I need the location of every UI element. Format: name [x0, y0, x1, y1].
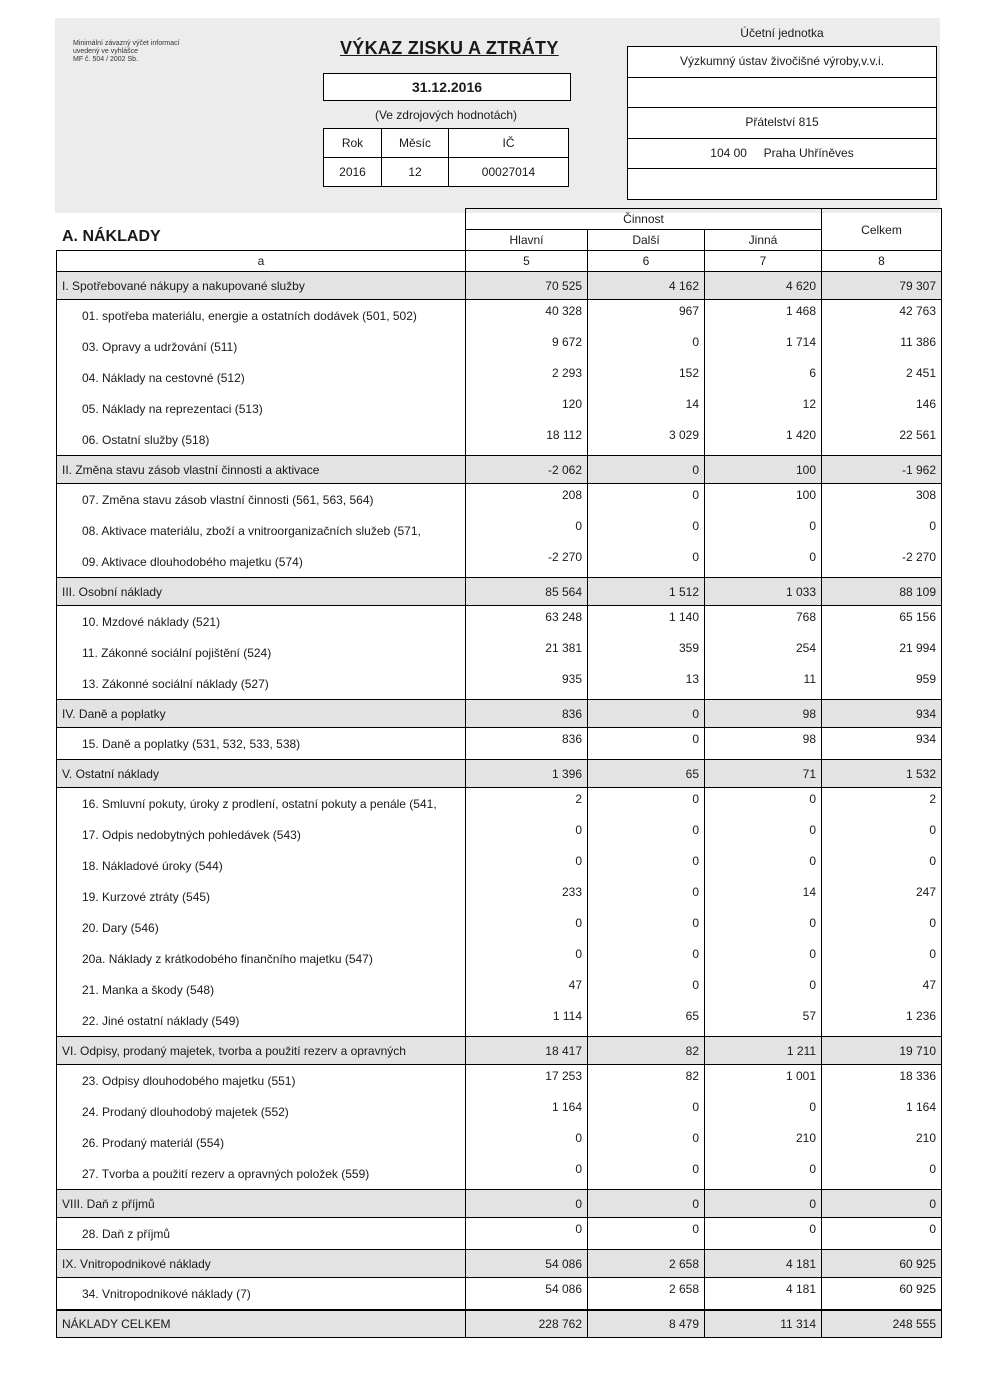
other-value: 0 [588, 881, 705, 912]
row-label: IV. Daně a poplatky [57, 700, 466, 728]
other-value: 967 [588, 300, 705, 332]
entity-city-row [628, 139, 936, 170]
misc-value: 100 [705, 484, 822, 516]
main-value: 1 164 [466, 1096, 588, 1127]
entity-line2 [628, 78, 936, 109]
main-value: -2 270 [466, 546, 588, 578]
other-value: 0 [588, 1190, 705, 1218]
other-value: 2 658 [588, 1250, 705, 1278]
main-value: 18 112 [466, 424, 588, 456]
other-value: 0 [588, 850, 705, 881]
misc-value: 4 620 [705, 272, 822, 300]
total-value: -1 962 [822, 456, 942, 484]
other-value: 14 [588, 393, 705, 424]
other-value: 359 [588, 637, 705, 668]
main-value: 935 [466, 668, 588, 700]
total-value: 0 [822, 1158, 942, 1190]
total-value: 1 532 [822, 760, 942, 788]
other-value: 0 [588, 546, 705, 578]
total-value: 21 994 [822, 637, 942, 668]
row-label: 08. Aktivace materiálu, zboží a vnitroorganizačních služeb (571, [57, 515, 466, 546]
total-value: 0 [822, 515, 942, 546]
id-value: 00027014 [449, 158, 569, 187]
source-note: (Ve zdrojových hodnotách) [374, 108, 518, 122]
total-value: 959 [822, 668, 942, 700]
item-row [57, 974, 942, 1005]
row-label: II. Změna stavu zásob vlastní činnosti a aktivace [57, 456, 466, 484]
other-value: 0 [588, 515, 705, 546]
total-value: 1 164 [822, 1096, 942, 1127]
other-value: 0 [588, 456, 705, 484]
item-row [57, 362, 942, 393]
item-row [57, 484, 942, 516]
item-row [57, 788, 942, 820]
total-value: 19 710 [822, 1037, 942, 1065]
misc-value: 0 [705, 1190, 822, 1218]
total-value: 0 [822, 1190, 942, 1218]
total-value: -2 270 [822, 546, 942, 578]
main-value: 0 [466, 1218, 588, 1250]
total-value: 0 [822, 1218, 942, 1250]
main-value: 70 525 [466, 272, 588, 300]
group-row [57, 1250, 942, 1278]
total-value: 88 109 [822, 578, 942, 606]
row-label: 15. Daně a poplatky (531, 532, 533, 538) [57, 728, 466, 760]
item-row [57, 393, 942, 424]
row-label: 03. Opravy a udržování (511) [57, 331, 466, 362]
group-row [57, 700, 942, 728]
total-value: 2 451 [822, 362, 942, 393]
legal-note [73, 40, 223, 64]
item-row [57, 606, 942, 638]
item-row [57, 668, 942, 700]
main-value: 2 [466, 788, 588, 820]
main-value: 0 [466, 1190, 588, 1218]
total-value: 0 [822, 819, 942, 850]
row-label: V. Ostatní náklady [57, 760, 466, 788]
item-row [57, 819, 942, 850]
total-value: 210 [822, 1127, 942, 1158]
total-value: 0 [822, 850, 942, 881]
misc-value: 4 181 [705, 1278, 822, 1311]
total-value: 0 [822, 912, 942, 943]
row-label: 09. Aktivace dlouhodobého majetku (574) [57, 546, 466, 578]
total-value: 22 561 [822, 424, 942, 456]
main-value: -2 062 [466, 456, 588, 484]
index-label: a [57, 251, 466, 272]
main-value: 233 [466, 881, 588, 912]
period-value-row [324, 158, 569, 187]
other-value: 1 512 [588, 578, 705, 606]
item-row [57, 1096, 942, 1127]
entity-postcode: 104 00 [710, 145, 747, 160]
total-value: 247 [822, 881, 942, 912]
item-row [57, 912, 942, 943]
misc-value: 0 [705, 1096, 822, 1127]
total-value: 934 [822, 700, 942, 728]
main-value: 47 [466, 974, 588, 1005]
other-value: 0 [588, 943, 705, 974]
report-date: 31.12.2016 [323, 73, 571, 101]
main-value: 228 762 [466, 1310, 588, 1338]
other-value: 0 [588, 788, 705, 820]
item-row [57, 943, 942, 974]
misc-value: 254 [705, 637, 822, 668]
other-value: 0 [588, 1096, 705, 1127]
item-row [57, 881, 942, 912]
group-row [57, 272, 942, 300]
other-value: 0 [588, 700, 705, 728]
row-label: 16. Smluvní pokuty, úroky z prodlení, ostatní pokuty a penále (541, [57, 788, 466, 820]
cost-table [56, 208, 942, 1338]
main-value: 9 672 [466, 331, 588, 362]
misc-value: 1 714 [705, 331, 822, 362]
row-label: 27. Tvorba a použití rezerv a opravných položek (559) [57, 1158, 466, 1190]
row-label: 22. Jiné ostatní náklady (549) [57, 1005, 466, 1037]
total-value: 2 [822, 788, 942, 820]
main-value: 40 328 [466, 300, 588, 332]
row-label: I. Spotřebované nákupy a nakupované služby [57, 272, 466, 300]
item-row [57, 331, 942, 362]
id-header: IČ [449, 129, 569, 158]
main-value: 85 564 [466, 578, 588, 606]
row-label: NÁKLADY CELKEM [57, 1310, 466, 1338]
total-value: 146 [822, 393, 942, 424]
misc-value: 11 [705, 668, 822, 700]
row-label: IX. Vnitropodnikové náklady [57, 1250, 466, 1278]
item-row [57, 546, 942, 578]
total-value: 934 [822, 728, 942, 760]
item-row [57, 1158, 942, 1190]
main-value: 0 [466, 850, 588, 881]
total-value: 248 555 [822, 1310, 942, 1338]
other-value: 82 [588, 1037, 705, 1065]
other-activity-header: Další [588, 230, 705, 251]
misc-value: 1 001 [705, 1065, 822, 1097]
total-header: Celkem [822, 209, 942, 251]
row-label: VI. Odpisy, prodaný majetek, tvorba a použití rezerv a opravných [57, 1037, 466, 1065]
row-label: 24. Prodaný dlouhodobý majetek (552) [57, 1096, 466, 1127]
total-value: 11 386 [822, 331, 942, 362]
entity-city: Praha Uhříněves [763, 145, 854, 160]
row-label: 21. Manka a škody (548) [57, 974, 466, 1005]
row-label: 05. Náklady na reprezentaci (513) [57, 393, 466, 424]
row-label: 01. spotřeba materiálu, energie a ostatních dodávek (501, 502) [57, 300, 466, 332]
entity-rows [627, 46, 937, 200]
row-label: 19. Kurzové ztráty (545) [57, 881, 466, 912]
item-row [57, 728, 942, 760]
other-value: 0 [588, 912, 705, 943]
total-value: 0 [822, 943, 942, 974]
misc-value: 0 [705, 850, 822, 881]
row-label: III. Osobní náklady [57, 578, 466, 606]
item-row [57, 1218, 942, 1250]
row-label: 23. Odpisy dlouhodobého majetku (551) [57, 1065, 466, 1097]
legal-note-line: uvedený ve vyhlášce [73, 48, 138, 55]
misc-value: 0 [705, 819, 822, 850]
misc-value: 57 [705, 1005, 822, 1037]
total-value: 308 [822, 484, 942, 516]
other-value: 0 [588, 331, 705, 362]
other-value: 4 162 [588, 272, 705, 300]
cost-rows [57, 272, 942, 1338]
total-value: 60 925 [822, 1278, 942, 1311]
item-row [57, 1278, 942, 1311]
misc-value: 0 [705, 1218, 822, 1250]
main-value: 2 293 [466, 362, 588, 393]
row-label: 11. Zákonné sociální pojištění (524) [57, 637, 466, 668]
other-value: 0 [588, 1158, 705, 1190]
other-value: 0 [588, 484, 705, 516]
other-value: 152 [588, 362, 705, 393]
row-label: 04. Náklady na cestovné (512) [57, 362, 466, 393]
index-misc: 7 [705, 251, 822, 272]
row-label: 10. Mzdové náklady (521) [57, 606, 466, 638]
index-total: 8 [822, 251, 942, 272]
misc-value: 0 [705, 1158, 822, 1190]
period-table [323, 128, 569, 187]
entity-street: Přátelství 815 [628, 108, 936, 139]
misc-value: 0 [705, 788, 822, 820]
misc-value: 0 [705, 515, 822, 546]
total-value: 60 925 [822, 1250, 942, 1278]
other-value: 0 [588, 728, 705, 760]
other-value: 13 [588, 668, 705, 700]
main-value: 0 [466, 515, 588, 546]
main-value: 54 086 [466, 1250, 588, 1278]
main-value: 1 396 [466, 760, 588, 788]
misc-value: 98 [705, 728, 822, 760]
misc-value: 6 [705, 362, 822, 393]
group-row [57, 760, 942, 788]
misc-value: 4 181 [705, 1250, 822, 1278]
month-header: Měsíc [382, 129, 449, 158]
group-row [57, 456, 942, 484]
year-header: Rok [324, 129, 382, 158]
group-row [57, 578, 942, 606]
column-index-row [57, 251, 942, 272]
misc-value: 1 033 [705, 578, 822, 606]
activity-header: Činnost [466, 209, 822, 230]
misc-value: 11 314 [705, 1310, 822, 1338]
main-value: 0 [466, 943, 588, 974]
item-row [57, 1127, 942, 1158]
legal-note-line: Minimální závazný výčet informací [73, 40, 180, 47]
row-label: 18. Nákladové úroky (544) [57, 850, 466, 881]
grand-total-row [57, 1310, 942, 1338]
activity-header-row [57, 209, 942, 230]
total-value: 47 [822, 974, 942, 1005]
other-value: 65 [588, 760, 705, 788]
main-value: 120 [466, 393, 588, 424]
row-label: 17. Odpis nedobytných pohledávek (543) [57, 819, 466, 850]
main-value: 0 [466, 912, 588, 943]
total-value: 42 763 [822, 300, 942, 332]
section-heading: A. NÁKLADY [62, 228, 161, 245]
misc-activity-header: Jinná [705, 230, 822, 251]
main-value: 836 [466, 700, 588, 728]
item-row [57, 1005, 942, 1037]
total-value: 65 156 [822, 606, 942, 638]
row-label: 20. Dary (546) [57, 912, 466, 943]
other-value: 0 [588, 1218, 705, 1250]
total-value: 1 236 [822, 1005, 942, 1037]
other-value: 3 029 [588, 424, 705, 456]
item-row [57, 515, 942, 546]
misc-value: 12 [705, 393, 822, 424]
main-value: 63 248 [466, 606, 588, 638]
main-value: 1 114 [466, 1005, 588, 1037]
entity-label: Účetní jednotka [740, 26, 824, 40]
row-label: VIII. Daň z příjmů [57, 1190, 466, 1218]
misc-value: 210 [705, 1127, 822, 1158]
main-value: 18 417 [466, 1037, 588, 1065]
main-value: 21 381 [466, 637, 588, 668]
misc-value: 0 [705, 546, 822, 578]
entity-name: Výzkumný ústav živočišné výroby,v.v.i. [628, 47, 936, 78]
misc-value: 0 [705, 943, 822, 974]
misc-value: 14 [705, 881, 822, 912]
misc-value: 1 468 [705, 300, 822, 332]
column-header-row [57, 230, 942, 251]
misc-value: 100 [705, 456, 822, 484]
group-row [57, 1037, 942, 1065]
item-row [57, 850, 942, 881]
misc-value: 0 [705, 974, 822, 1005]
other-value: 0 [588, 819, 705, 850]
other-value: 0 [588, 974, 705, 1005]
main-value: 54 086 [466, 1278, 588, 1311]
main-value: 836 [466, 728, 588, 760]
total-value: 18 336 [822, 1065, 942, 1097]
index-main: 5 [466, 251, 588, 272]
total-value: 79 307 [822, 272, 942, 300]
entity-box [627, 20, 937, 198]
main-value: 0 [466, 819, 588, 850]
row-label: 34. Vnitropodnikové náklady (7) [57, 1278, 466, 1311]
item-row [57, 424, 942, 456]
row-label: 07. Změna stavu zásob vlastní činnosti (561, 563, 564) [57, 484, 466, 516]
row-label: 20a. Náklady z krátkodobého finančního majetku (547) [57, 943, 466, 974]
row-label: 13. Zákonné sociální náklady (527) [57, 668, 466, 700]
row-label: 26. Prodaný materiál (554) [57, 1127, 466, 1158]
row-label: 06. Ostatní služby (518) [57, 424, 466, 456]
item-row [57, 637, 942, 668]
other-value: 65 [588, 1005, 705, 1037]
item-row [57, 1065, 942, 1097]
other-value: 0 [588, 1127, 705, 1158]
misc-value: 768 [705, 606, 822, 638]
month-value: 12 [382, 158, 449, 187]
misc-value: 0 [705, 912, 822, 943]
main-value: 0 [466, 1158, 588, 1190]
index-other: 6 [588, 251, 705, 272]
other-value: 2 658 [588, 1278, 705, 1311]
row-label: 28. Daň z příjmů [57, 1218, 466, 1250]
group-row [57, 1190, 942, 1218]
misc-value: 71 [705, 760, 822, 788]
main-value: 17 253 [466, 1065, 588, 1097]
other-value: 8 479 [588, 1310, 705, 1338]
main-activity-header: Hlavní [466, 230, 588, 251]
misc-value: 1 211 [705, 1037, 822, 1065]
main-value: 0 [466, 1127, 588, 1158]
misc-value: 1 420 [705, 424, 822, 456]
document-title: VÝKAZ ZISKU A ZTRÁTY [340, 38, 559, 58]
legal-note-line: MF č. 504 / 2002 Sb. [73, 56, 138, 63]
other-value: 82 [588, 1065, 705, 1097]
main-value: 208 [466, 484, 588, 516]
year-value: 2016 [324, 158, 382, 187]
period-header-row [324, 129, 569, 158]
other-value: 1 140 [588, 606, 705, 638]
entity-line5 [628, 169, 936, 199]
item-row [57, 300, 942, 332]
misc-value: 98 [705, 700, 822, 728]
